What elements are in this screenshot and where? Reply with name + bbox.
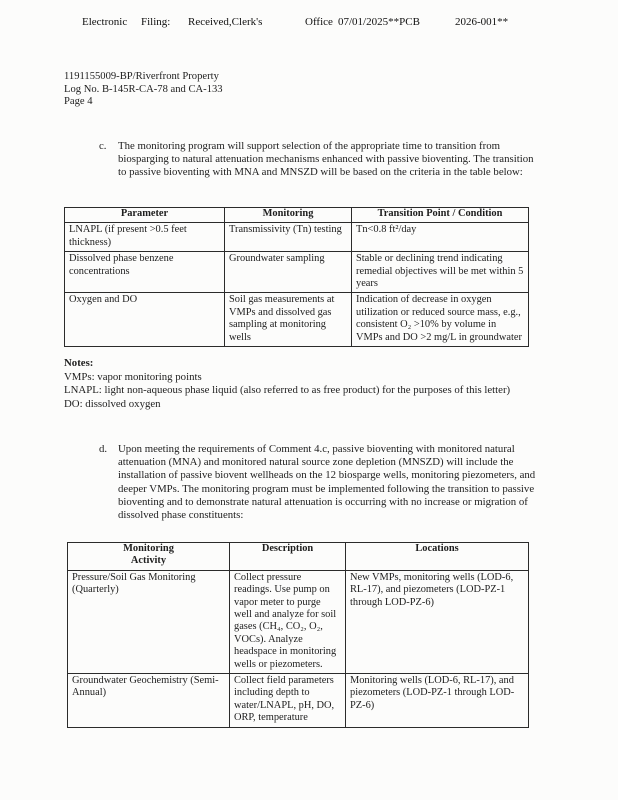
cell-parameter: LNAPL (if present >0.5 feet thickness) [65,223,225,252]
table-row [65,293,529,347]
log-number-line: Log No. B-145R-CA-78 and CA-133 [64,83,223,95]
stamp-received-clerks: Received,Clerk's [188,16,263,28]
criteria-header-parameter: Parameter [65,208,225,223]
paragraph-c-text: The monitoring program will support selection of the appropriate time to transition from biosparging to natural attenuation mechanisms enhanced with passive bioventing. The transition to passive bioventing with MNA and MNSZD will be based on the criteria in the table below: [118,140,534,179]
notes-title: Notes: [64,357,94,369]
note-line: VMPs: vapor monitoring points [64,370,202,383]
page-number: Page 4 [64,96,93,108]
paragraph-d [99,443,546,522]
paragraph-c [99,140,538,180]
cell-locations: Monitoring wells (LOD-6, RL-17), and piezometers (LOD-PZ-1 through LOD-PZ-6) [346,674,529,728]
criteria-header-condition: Transition Point / Condition [352,208,529,223]
cell-monitoring: Groundwater sampling [225,252,352,293]
filing-stamp [0,16,618,32]
cell-monitoring: Soil gas measurements at VMPs and dissolved gas sampling at monitoring wells [225,293,352,347]
monitoring-program-table [67,542,529,728]
cell-activity: Pressure/Soil Gas Monitoring (Quarterly) [68,570,230,673]
cell-description: Collect pressure readings. Use pump on vapor meter to purge well and analyze for soil gases (CH₄, CO₂, O₂, VOCs). Analyze headspace in monitoring wells or piezometers. [230,570,346,673]
table-row [65,223,529,252]
monitoring-header-description: Description [230,543,346,571]
criteria-header-monitoring: Monitoring [225,208,352,223]
paragraph-d-text: Upon meeting the requirements of Comment 4.c, passive bioventing with monitored natural attenuation (MNA) and monitored natural source zone depletion (MNSZD) will include the installation of passive biovent wellheads on the 12 biosparge wells, monitoring piezometers, and deeper VMPs. The monitoring program must be implemented following the transition to passive bioventing and to demonstrate natural attenuation is occurring with no increase or migration of dissolved phase constituents: [118,443,536,522]
cell-description: Collect field parameters including depth to water/LNAPL, pH, DO, ORP, temperature [230,674,346,728]
monitoring-header-activity-text: Monitoring Activity [123,543,174,567]
transition-criteria-table [64,207,529,347]
stamp-docket-number: 2026-001** [455,16,509,28]
stamp-office: Office [305,16,333,28]
note-line: DO: dissolved oxygen [64,397,161,410]
cell-locations: New VMPs, monitoring wells (LOD-6, RL-17), and piezometers (LOD-PZ-1 through LOD-PZ-6) [346,570,529,673]
paragraph-c-label: c. [99,140,107,152]
cell-activity: Groundwater Geochemistry (Semi-Annual) [68,674,230,728]
table-row [68,674,529,728]
monitoring-header-locations: Locations [346,543,529,571]
note-line: LNAPL: light non-aqueous phase liquid (also referred to as free product) for the purposes of this letter) [64,384,511,397]
cell-monitoring: Transmissivity (Tn) testing [225,223,352,252]
table-row [65,252,529,293]
doc-id-line: 1191155009-BP/Riverfront Property [64,71,219,82]
monitoring-header-row [68,543,529,571]
stamp-filing: Filing: [141,16,171,28]
monitoring-header-activity [68,543,230,571]
cell-parameter: Oxygen and DO [65,293,225,347]
doc-header [64,71,223,109]
paragraph-d-label: d. [99,443,108,455]
cell-parameter: Dissolved phase benzene concentrations [65,252,225,293]
table-row [68,570,529,673]
cell-condition: Tn<0.8 ft²/day [352,223,529,252]
cell-condition: Stable or declining trend indicating remedial objectives will be met within 5 years [352,252,529,293]
stamp-electronic: Electronic [82,16,128,28]
stamp-date-docket: 07/01/2025**PCB [338,16,420,28]
notes-block [64,357,510,411]
cell-condition: Indication of decrease in oxygen utilization or reduced source mass, e.g., consistent O₂ >10% by volume in VMPs and DO >2 mg/L in groundwater [352,293,529,347]
criteria-header-row [65,208,529,223]
